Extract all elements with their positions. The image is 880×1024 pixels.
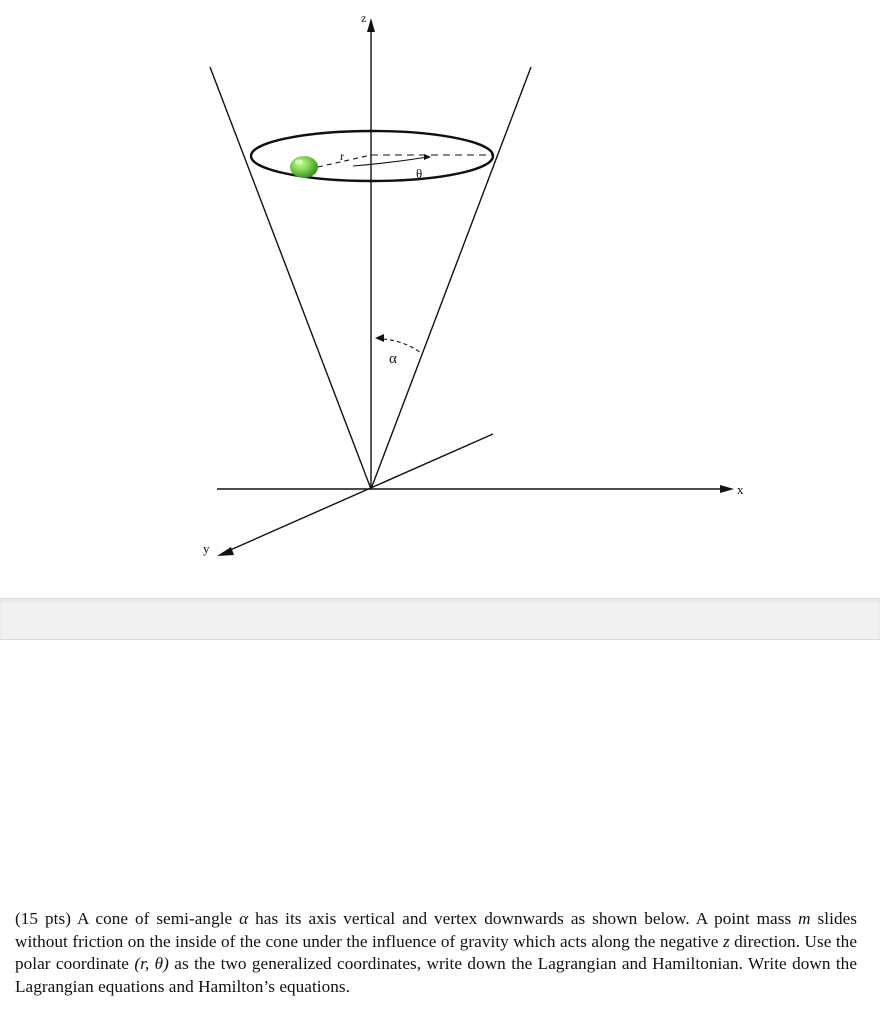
orbit-circle (251, 131, 493, 181)
alpha-label: α (389, 351, 397, 367)
theta-arc (353, 157, 428, 166)
problem-z-symbol: z (722, 931, 730, 951)
problem-alpha: α (239, 909, 249, 928)
z-axis-label: z (361, 11, 367, 25)
problem-statement (15, 908, 857, 998)
theta-arc-arrowhead (424, 154, 431, 160)
problem-text-2: has its axis vertical and vertex downwards as shown below. A point mass (248, 909, 799, 928)
alpha-arc-arrowhead (375, 334, 384, 342)
problem-mass-symbol: m (798, 909, 811, 928)
y-axis-label: y (203, 541, 210, 556)
point-mass-bead (290, 156, 318, 178)
x-axis-arrowhead (720, 485, 734, 493)
x-axis-label: x (737, 482, 744, 497)
problem-text-5: as the two generalized coordinates, write down the Lagrangian and Hamiltonian. Write down the Lagrangian equations and Hamilton’s equations. (15, 954, 857, 996)
theta-label: θ (416, 166, 423, 181)
z-axis-arrowhead (367, 18, 375, 32)
problem-text-4: direction. Use the polar coordinate (15, 931, 858, 973)
section-divider (0, 598, 880, 640)
problem-text-1: A cone of semi-angle (70, 909, 240, 928)
bead-highlight (295, 160, 303, 165)
problem-points: (15 pts) (15, 909, 71, 928)
r-label: r (340, 149, 344, 163)
problem-text-3: slides without friction on the inside of the cone under the influence of gravity which acts along the negative (15, 909, 858, 951)
y-axis (228, 434, 493, 551)
problem-coordinates: (r, θ) (134, 954, 169, 973)
y-axis-arrowhead (217, 547, 234, 556)
